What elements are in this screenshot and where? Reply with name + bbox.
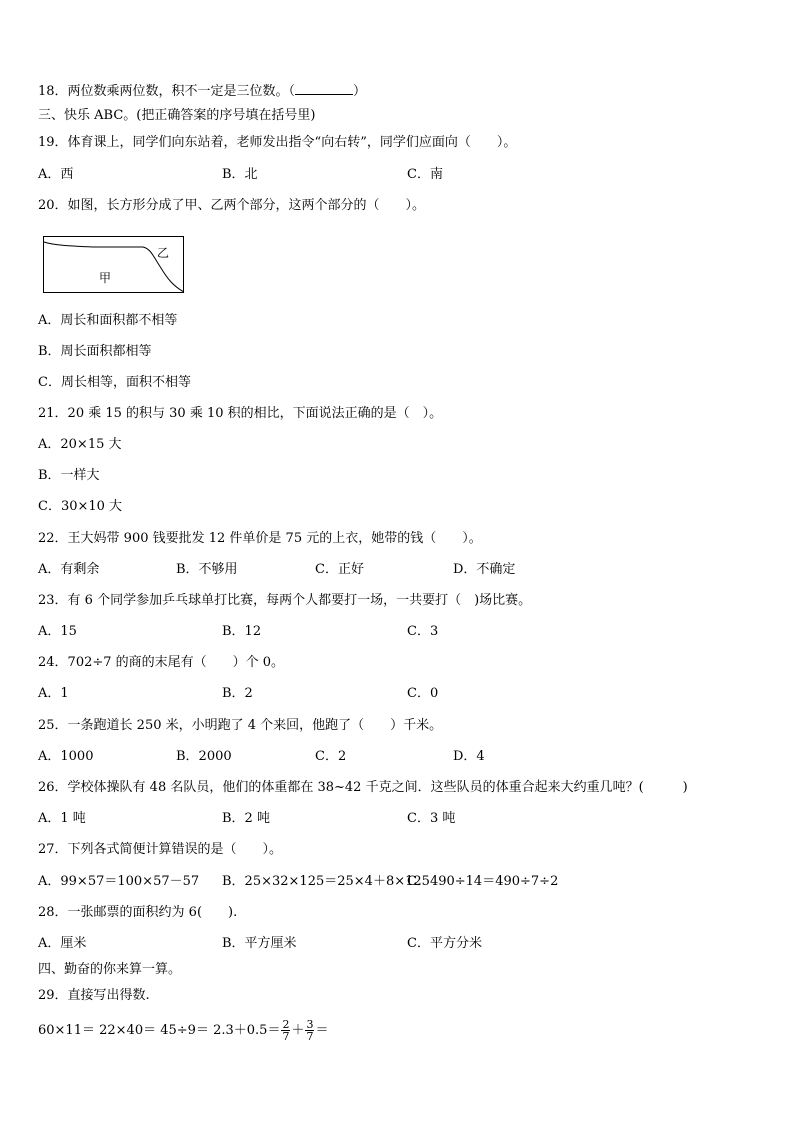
question-19-option-c[interactable]: C．南	[407, 167, 443, 182]
question-19-stem: 19．体育课上，同学们向东站着，老师发出指令“向右转”，同学们应面向（ ）。	[38, 135, 517, 150]
section-4-heading: 四、勤奋的你来算一算。	[38, 962, 182, 977]
question-23-option-c[interactable]: C．3	[407, 624, 439, 639]
question-28-stem: 28．一张邮票的面积约为 6( ).	[38, 905, 238, 920]
label-yi: 乙	[157, 246, 170, 260]
question-26-option-a[interactable]: A．1 吨	[38, 811, 86, 826]
question-18-tail: ）	[353, 84, 367, 99]
question-27-option-c[interactable]: C．490÷14＝490÷7÷2	[407, 874, 559, 889]
question-25-stem: 25．一条跑道长 250 米，小明跑了 4 个来回，他跑了（ ）千米。	[38, 718, 443, 733]
question-26-option-b[interactable]: B．2 吨	[222, 811, 270, 826]
question-22-stem: 22．王大妈带 900 钱要批发 12 件单价是 75 元的上衣，她带的钱（ ）。	[38, 531, 482, 546]
question-24-option-a[interactable]: A．1	[38, 686, 69, 701]
question-21-option-a[interactable]: A．20×15 大	[38, 437, 122, 452]
fraction-3-7: $\frac{3}{7}$	[306, 1018, 314, 1043]
question-23-option-a[interactable]: A．15	[38, 624, 77, 639]
expression-3: 45÷9＝	[160, 1023, 209, 1038]
label-jia: 甲	[99, 271, 112, 285]
question-20-option-c[interactable]: C．周长相等，面积不相等	[38, 375, 191, 390]
question-23-option-b[interactable]: B．12	[222, 624, 262, 639]
question-25-option-a[interactable]: A．1000	[38, 749, 94, 764]
question-27-stem: 27．下列各式简便计算错误的是（ ）。	[38, 842, 283, 857]
question-28-option-a[interactable]: A．厘米	[38, 936, 87, 951]
section-3-heading: 三、快乐 ABC。(把正确答案的序号填在括号里)	[38, 108, 316, 123]
question-22-option-d[interactable]: D．不确定	[453, 562, 516, 577]
question-24-option-c[interactable]: C．0	[407, 686, 439, 701]
fraction-2-7: $\frac{2}{7}$	[282, 1018, 290, 1043]
question-29-expressions	[38, 1016, 329, 1046]
question-20-option-b[interactable]: B．周长面积都相等	[38, 344, 152, 359]
expression-4: 2.3＋0.5＝	[213, 1023, 281, 1038]
question-19-option-a[interactable]: A．西	[38, 167, 74, 182]
question-18	[38, 82, 366, 100]
question-25-option-b[interactable]: B．2000	[176, 749, 232, 764]
equals-sign: ＝	[315, 1023, 329, 1038]
question-28-option-c[interactable]: C．平方分米	[407, 936, 482, 951]
question-25-option-c[interactable]: C．2	[315, 749, 347, 764]
question-23-stem: 23．有 6 个同学参加乒乓球单打比赛，每两个人都要打一场，一共要打（ )场比赛。	[38, 593, 532, 608]
question-24-stem: 24．702÷7 的商的末尾有（ ）个 0。	[38, 655, 285, 670]
expression-2: 22×40＝	[99, 1023, 157, 1038]
answer-blank[interactable]	[295, 82, 353, 95]
question-20-option-a[interactable]: A．周长和面积都不相等	[38, 313, 178, 328]
rectangle-figure	[43, 236, 185, 298]
question-27-option-a[interactable]: A．99×57＝100×57－57	[38, 874, 200, 889]
question-22-option-a[interactable]: A．有剩余	[38, 562, 100, 577]
question-26-stem: 26．学校体操队有 48 名队员，他们的体重都在 38~42 千克之间．这些队员的体重合起来大约重几吨？( )	[38, 780, 688, 795]
question-19-option-b[interactable]: B．北	[222, 167, 258, 182]
question-25-option-d[interactable]: D．4	[453, 749, 485, 764]
question-22-option-c[interactable]: C．正好	[315, 562, 364, 577]
question-24-option-b[interactable]: B．2	[222, 686, 253, 701]
plus-sign: ＋	[291, 1023, 305, 1038]
question-20-stem: 20．如图，长方形分成了甲、乙两个部分，这两个部分的（ ）。	[38, 198, 426, 213]
question-21-option-b[interactable]: B．一样大	[38, 468, 100, 483]
question-28-option-b[interactable]: B．平方厘米	[222, 936, 297, 951]
question-29-stem: 29．直接写出得数.	[38, 988, 150, 1003]
question-22-option-b[interactable]: B．不够用	[176, 562, 238, 577]
question-21-option-c[interactable]: C．30×10 大	[38, 499, 123, 514]
question-21-stem: 21．20 乘 15 的积与 30 乘 10 积的相比，下面说法正确的是（ ）。	[38, 406, 443, 421]
question-26-option-c[interactable]: C．3 吨	[407, 811, 456, 826]
question-27-option-b[interactable]: B．25×32×125＝25×4＋8×125	[222, 874, 430, 889]
question-18-text: 18．两位数乘两位数，积不一定是三位数。（	[38, 84, 296, 99]
expression-1: 60×11＝	[38, 1023, 95, 1038]
